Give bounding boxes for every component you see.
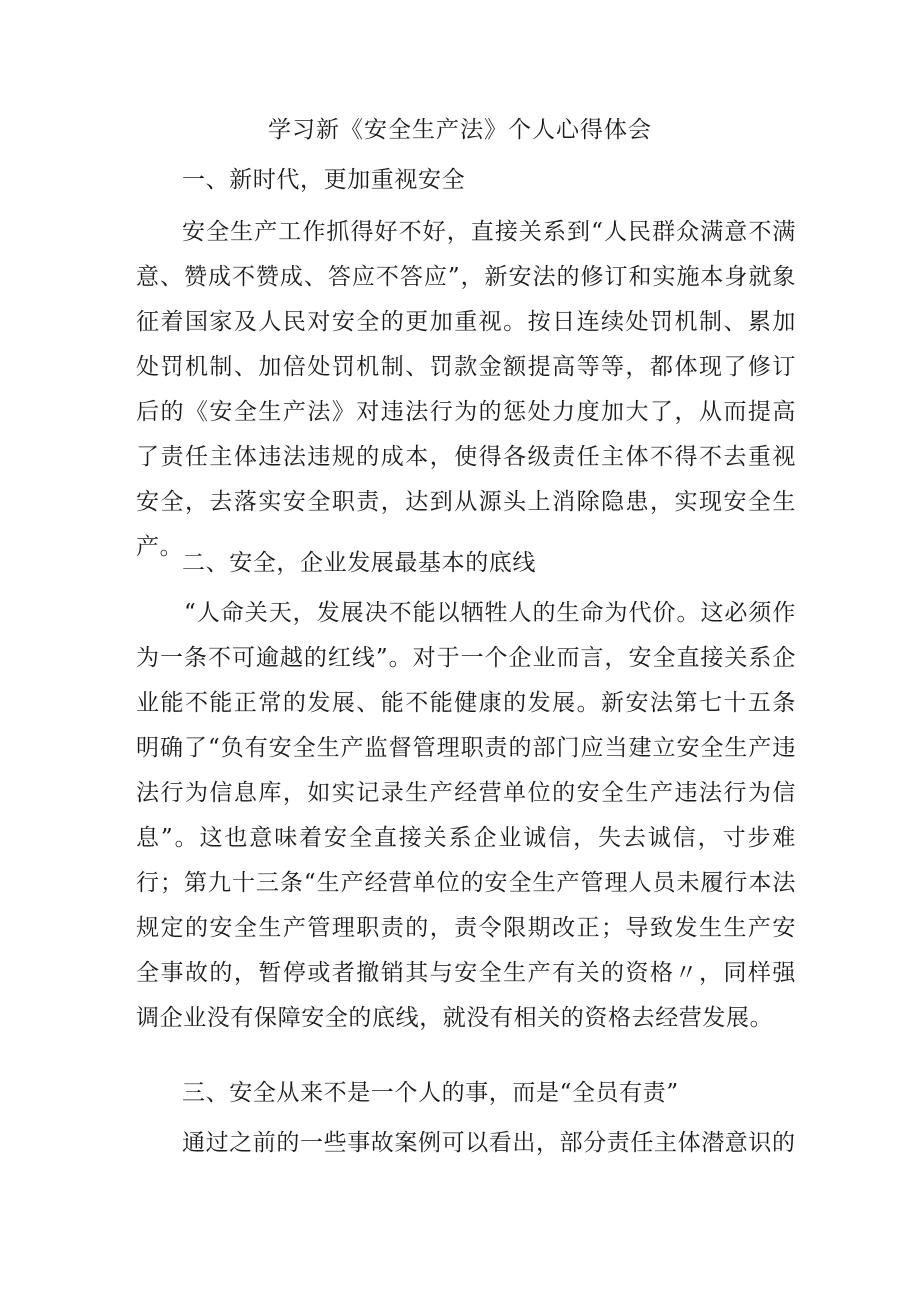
section-heading-3: 三、安全从来不是一个人的事，而是“全员有责” xyxy=(182,1080,679,1106)
section-paragraph-2: “人命关天，发展决不能以牺牲人的生命为代价。这必须作为一条不可逾越的红线”。对于一个企业而言，安全直接关系企业能不能正常的发展、能不能健康的发展。新安法第七十五条明确了“负有安全生产监督管理职责的部门应当建立安全生产违法行为信息库，如实记录生产经营单位的安全生产违法行为信息”。这也意味着安全直接关系企业诚信，失去诚信，寸步难行；第九十三条“生产经营单位的安全生产管理人员未履行本法规定的安全生产管理职责的，责令限期改正；导致发生生产安全事故的，暂停或者撤销其与安全生产有关的资格〃，同样强调企业没有保障安全的底线，就没有相关的资格去经营发展。 xyxy=(136,600,796,1031)
section-heading-1: 一、新时代，更加重视安全 xyxy=(182,167,466,193)
section-paragraph-3: 通过之前的一些事故案例可以看出，部分责任主体潜意识的 xyxy=(182,1130,796,1156)
section-paragraph-1: 安全生产工作抓得好不好，直接关系到“人民群众满意不满意、赞成不赞成、答应不答应”，新安法的修订和实施本身就象征着国家及人民对安全的更加重视。按日连续处罚机制、累加处罚机制、加倍处罚机制、罚款金额提高等等，都体现了修订后的《安全生产法》对违法行为的惩处力度加大了，从而提高了责任主体违法违规的成本，使得各级责任主体不得不去重视安全，去落实安全职责，达到从源头上消除隐患，实现安全生产。 xyxy=(136,219,796,560)
document-title: 学习新《安全生产法》个人心得体会 xyxy=(268,117,652,143)
section-heading-2: 二、安全，企业发展最基本的底线 xyxy=(182,550,536,576)
